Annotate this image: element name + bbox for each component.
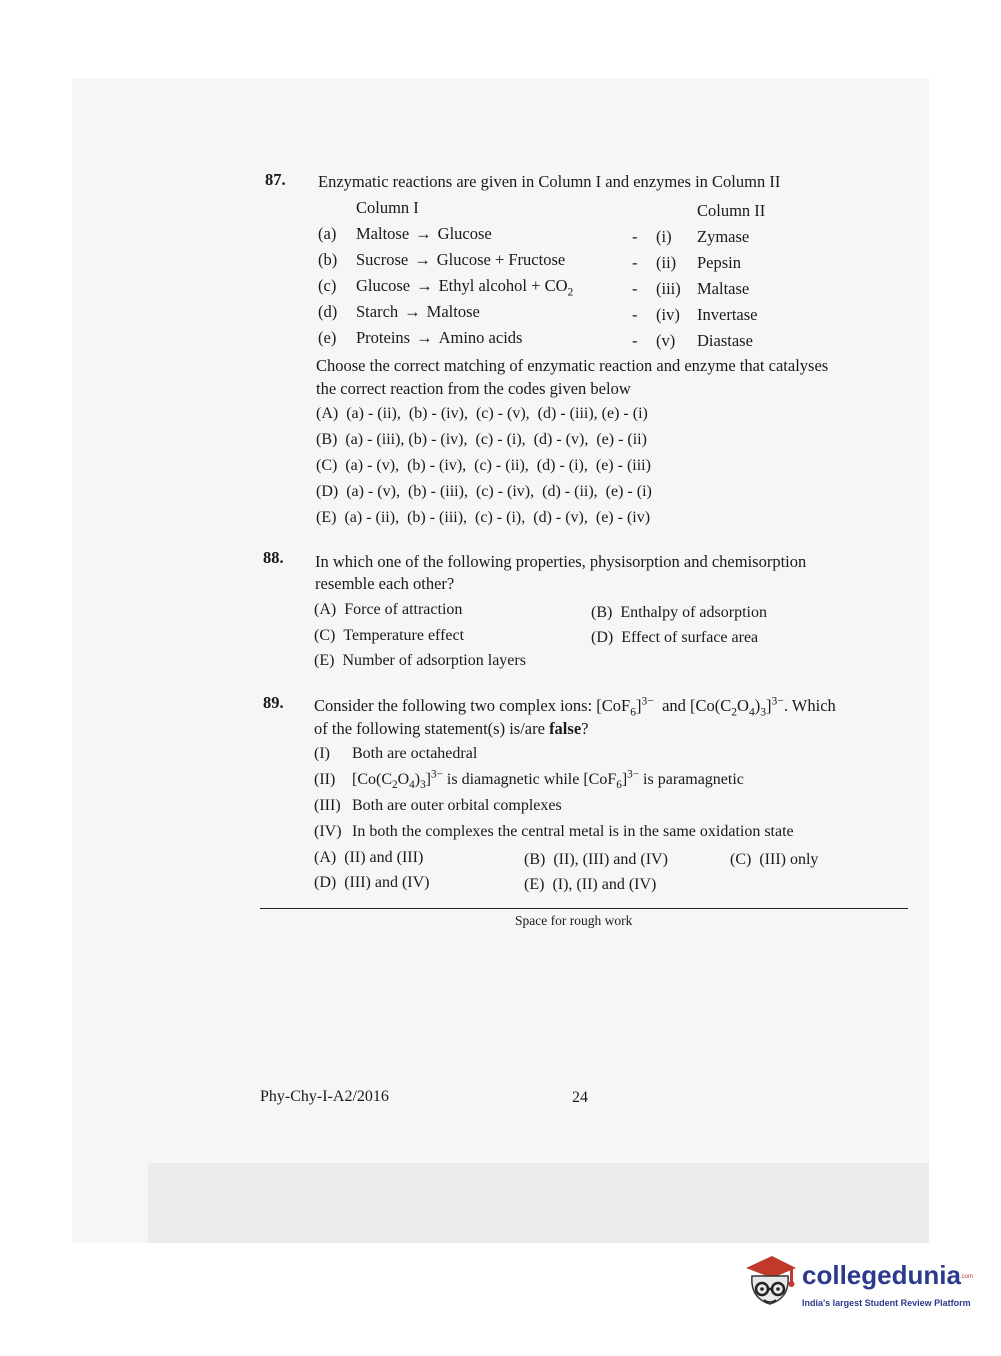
dash: - — [632, 227, 638, 246]
option-a[interactable] — [314, 601, 462, 619]
stem-text: . Which — [783, 696, 836, 715]
option-text: Force of attraction — [344, 601, 463, 618]
statement-text: Both are octahedral — [352, 745, 478, 762]
reaction-from: Sucrose — [356, 250, 409, 269]
reaction-to: Maltose — [426, 302, 480, 321]
enzyme-roman: (v) — [656, 331, 676, 350]
question-number-89: 89. — [263, 693, 284, 712]
option-label: (A) — [316, 405, 339, 422]
match-row — [318, 328, 878, 350]
subscript: 2 — [567, 286, 574, 299]
reaction-from: Maltose — [356, 224, 410, 243]
match-row — [318, 250, 878, 272]
option-text: (a) - (iii), (b) - (iv), (c) - (i), (d) - (v), (e) - (ii) — [345, 431, 647, 448]
option-e[interactable] — [314, 652, 526, 670]
statement-text: is diamagnetic while [CoF — [446, 771, 617, 788]
option-b[interactable] — [591, 604, 767, 622]
question-number-88: 88. — [263, 548, 284, 567]
question-87-instruction: Choose the correct matching of enzymatic reaction and enzyme that catalyses — [316, 356, 829, 375]
statement-1 — [314, 745, 478, 763]
option-text: Effect of surface area — [621, 629, 759, 646]
statement-4 — [314, 823, 794, 841]
option-text: (II) and (III) — [344, 849, 424, 866]
stem-text: and [Co(C — [662, 696, 732, 715]
logo-wordmark: collegedunia — [802, 1260, 961, 1290]
logo-suffix: .com — [960, 1274, 974, 1280]
option-text: (a) - (ii), (b) - (iii), (c) - (i), (d) - (v), (e) - (iv) — [344, 509, 651, 526]
option-b[interactable] — [524, 851, 668, 869]
option-label: (A) — [314, 601, 337, 618]
statement-3 — [314, 797, 562, 815]
option-text: (a) - (v), (b) - (iv), (c) - (ii), (d) - (i), (e) - (iii) — [345, 457, 651, 474]
stem-text: ? — [581, 719, 589, 738]
rough-work-label: Space for rough work — [515, 913, 633, 928]
logo-tagline: India's largest Student Review Platform — [802, 1298, 971, 1308]
statement-label: (I) — [314, 745, 330, 762]
statement-label: (III) — [314, 797, 341, 814]
option-text: Temperature effect — [343, 627, 465, 644]
dash: - — [632, 253, 638, 272]
option-label: (D) — [316, 483, 339, 500]
dash: - — [632, 331, 638, 350]
reaction-from: Starch — [356, 302, 399, 321]
enzyme-name: Diastase — [697, 331, 753, 350]
enzyme-name: Pepsin — [697, 253, 742, 272]
option-label: (D) — [314, 874, 337, 891]
option-c[interactable] — [314, 627, 464, 645]
enzyme-roman: (iii) — [656, 279, 681, 298]
enzyme-roman: (ii) — [656, 253, 677, 272]
reaction-to: Glucose + Fructose — [436, 250, 566, 269]
paper-code: Phy-Chy-I-A2/2016 — [260, 1088, 389, 1105]
option-label: (C) — [314, 627, 336, 644]
arrow-icon: → — [404, 302, 421, 321]
question-87-instruction-cont: the correct reaction from the codes given below — [316, 379, 631, 398]
option-text: (II), (III) and (IV) — [553, 851, 668, 868]
question-89-stem: Consider the following two complex ions: $[CoF_6]^{3-}$ and $[Co(C_2O_4)_3]^{3-}$. Which — [314, 695, 836, 719]
question-88-stem: In which one of the following properties, physisorption and chemisorption — [315, 552, 807, 571]
option-a[interactable] — [314, 849, 423, 867]
option-c[interactable] — [316, 457, 651, 475]
option-e[interactable] — [524, 876, 656, 894]
arrow-icon: → — [415, 224, 432, 243]
option-text: (a) - (ii), (b) - (iv), (c) - (v), (d) - (iii), (e) - (i) — [346, 405, 648, 422]
match-row — [318, 302, 878, 324]
reaction-from: Proteins — [356, 328, 411, 347]
row-label: (e) — [318, 328, 337, 347]
statement-text: is paramagnetic — [643, 771, 744, 788]
row-label: (b) — [318, 250, 338, 269]
enzyme-name: Maltase — [697, 279, 750, 298]
option-e[interactable] — [316, 509, 650, 527]
dash: - — [632, 305, 638, 324]
statement-label: (IV) — [314, 823, 342, 840]
option-label: (A) — [314, 849, 337, 866]
option-label: (E) — [524, 876, 545, 893]
row-label: (d) — [318, 302, 338, 321]
collegedunia-logo[interactable] — [742, 1254, 972, 1324]
reaction-to: Glucose — [437, 224, 492, 243]
scan-shadow — [148, 1163, 929, 1243]
option-text: Enthalpy of adsorption — [620, 604, 767, 621]
column-2-header: Column II — [697, 201, 766, 220]
stem-text: Consider the following two complex ions: [CoF — [314, 696, 631, 715]
statement-text: In both the complexes the central metal is in the same oxidation state — [352, 823, 794, 840]
option-text: (I), (II) and (IV) — [552, 876, 657, 893]
statement-text: Both are outer orbital complexes — [352, 797, 562, 814]
option-label: (C) — [316, 457, 338, 474]
enzyme-name: Invertase — [697, 305, 758, 324]
option-label: (B) — [524, 851, 546, 868]
stem-emphasis: false — [549, 719, 582, 738]
match-row — [318, 276, 878, 298]
option-label: (E) — [316, 509, 337, 526]
option-text: (III) only — [759, 851, 819, 868]
statement-2: (II) $[Co(C_2O_4)_3]^{3-}$ is diamagnetic while $[CoF_6]^{3-}$ is paramagnetic — [314, 768, 744, 792]
option-d[interactable] — [314, 874, 430, 892]
mascot-icon — [742, 1254, 798, 1316]
option-label: (B) — [591, 604, 613, 621]
option-text: (a) - (v), (b) - (iii), (c) - (iv), (d) - (ii), (e) - (i) — [346, 483, 652, 500]
stem-text: of the following statement(s) is/are — [314, 719, 545, 738]
column-1-header: Column I — [356, 198, 419, 217]
option-b[interactable] — [316, 431, 647, 449]
option-d[interactable] — [591, 629, 758, 647]
row-label: (c) — [318, 276, 337, 295]
arrow-icon: → — [414, 250, 431, 269]
option-a[interactable] — [316, 405, 648, 423]
reaction-to: Amino acids — [438, 328, 523, 347]
reaction-from: Glucose — [356, 276, 411, 295]
arrow-icon: → — [416, 328, 433, 347]
option-text: Number of adsorption layers — [342, 652, 526, 669]
option-d[interactable] — [316, 483, 652, 501]
reaction-to: Ethyl alcohol + CO — [438, 276, 568, 295]
statement-label: (II) — [314, 771, 336, 788]
option-text: (III) and (IV) — [344, 874, 430, 891]
option-label: (B) — [316, 431, 338, 448]
option-label: (E) — [314, 652, 335, 669]
row-label: (a) — [318, 224, 337, 243]
enzyme-name: Zymase — [697, 227, 750, 246]
option-label: (D) — [591, 629, 614, 646]
question-number-87: 87. — [265, 170, 286, 189]
question-87-stem: Enzymatic reactions are given in Column I and enzymes in Column II — [318, 172, 781, 191]
divider — [260, 908, 908, 909]
page-number: 24 — [572, 1089, 588, 1106]
question-88-stem-cont: resemble each other? — [315, 574, 455, 593]
match-row — [318, 224, 878, 246]
dash: - — [632, 279, 638, 298]
option-label: (C) — [730, 851, 752, 868]
enzyme-roman: (i) — [656, 227, 672, 246]
arrow-icon: → — [416, 276, 433, 295]
option-c[interactable] — [730, 851, 818, 869]
enzyme-roman: (iv) — [656, 305, 680, 324]
question-89-stem-cont — [314, 719, 588, 739]
